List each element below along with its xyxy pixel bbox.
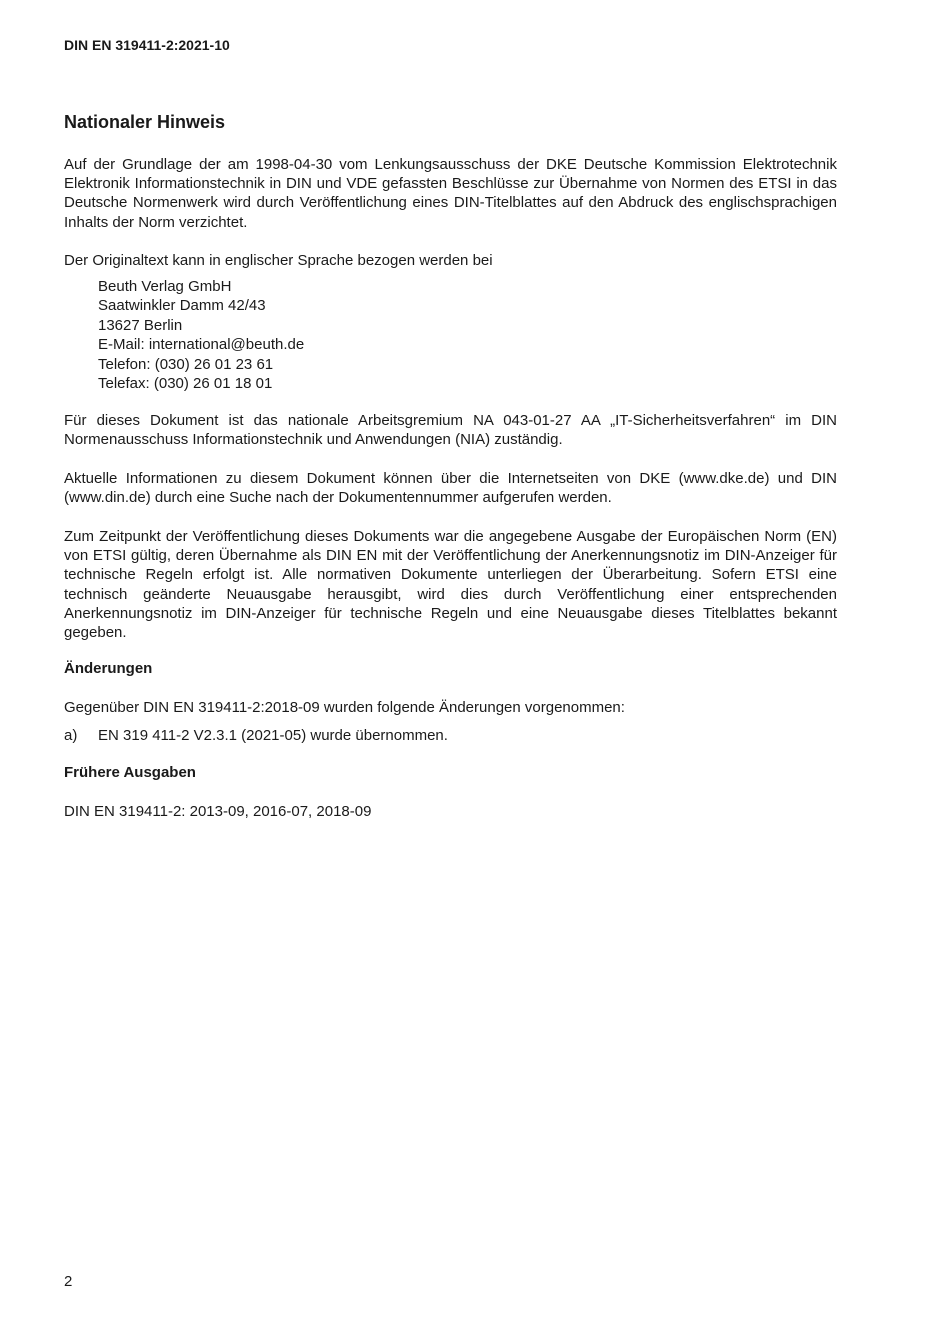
document-id: DIN EN 319411-2:2021-10 [64, 37, 230, 53]
changes-heading: Änderungen [64, 660, 153, 677]
changes-intro: Gegenüber DIN EN 319411-2:2018-09 wurden folgende Änderungen vorgenommen: [64, 699, 625, 716]
address-line: Beuth Verlag GmbH [98, 278, 232, 295]
paragraph-adoption: Auf der Grundlage der am 1998-04-30 vom Lenkungsausschuss der DKE Deutsche Kommission Elektrotechnik Elektronik Informationstechnik in DIN und VDE gefassten Beschlüsse zur Übernahme von Normen des ETSI in das Deutsche Normenwerk wird durch Veröffentlichung eines DIN-Titelblattes auf den Abdruck des englischsprachigen Inhalts der Norm verzichtet. [64, 156, 837, 231]
previous-editions-text: DIN EN 319411-2: 2013-09, 2016-07, 2018-09 [64, 803, 372, 820]
paragraph-information: Aktuelle Informationen zu diesem Dokument können über die Internetseiten von DKE (www.dke.de) und DIN (www.din.de) durch eine Suche nach der Dokumentennummer aufgerufen werden. [64, 470, 837, 507]
address-email: E-Mail: international@beuth.de [98, 336, 305, 354]
address-phone: Telefon: (030) 26 01 23 61 [98, 355, 274, 373]
address-line: Saatwinkler Damm 42/43 [98, 297, 266, 315]
page-number: 2 [64, 1273, 73, 1290]
publisher-address [98, 277, 304, 393]
list-item-text: EN 319 411-2 V2.3.1 (2021-05) wurde übernommen. [98, 727, 448, 744]
previous-editions-heading: Frühere Ausgaben [64, 764, 196, 781]
paragraph-committee: Für dieses Dokument ist das nationale Arbeitsgremium NA 043-01-27 AA „IT-Sicherheitsverfahren“ im DIN Normenausschuss Informationstechnik und Anwendungen (NIA) zuständig. [64, 412, 837, 449]
paragraph-publication: Zum Zeitpunkt der Veröffentlichung dieses Dokuments war die angegebene Ausgabe der Europäischen Norm (EN) von ETSI gültig, deren Übernahme als DIN EN mit der Veröffentlichung der Anerkennungsnotiz im DIN-Anzeiger für technische Regeln erfolgt ist. Alle normativen Dokumente unterliegen der Überarbeitung. Sofern ETSI eine technisch geänderte Neuausgabe herausgibt, wird dies durch Veröffentlichung einer entsprechenden Anerkennungsnotiz im DIN-Anzeiger für technische Regeln und eine Neuausgabe dieses Titelblattes bekannt gegeben. [64, 528, 837, 642]
section-title: Nationaler Hinweis [64, 112, 226, 132]
list-marker: a) [64, 727, 78, 744]
paragraph-original-text: Der Originaltext kann in englischer Sprache bezogen werden bei [64, 252, 493, 269]
address-fax: Telefax: (030) 26 01 18 01 [98, 375, 273, 393]
address-line: 13627 Berlin [98, 316, 183, 334]
